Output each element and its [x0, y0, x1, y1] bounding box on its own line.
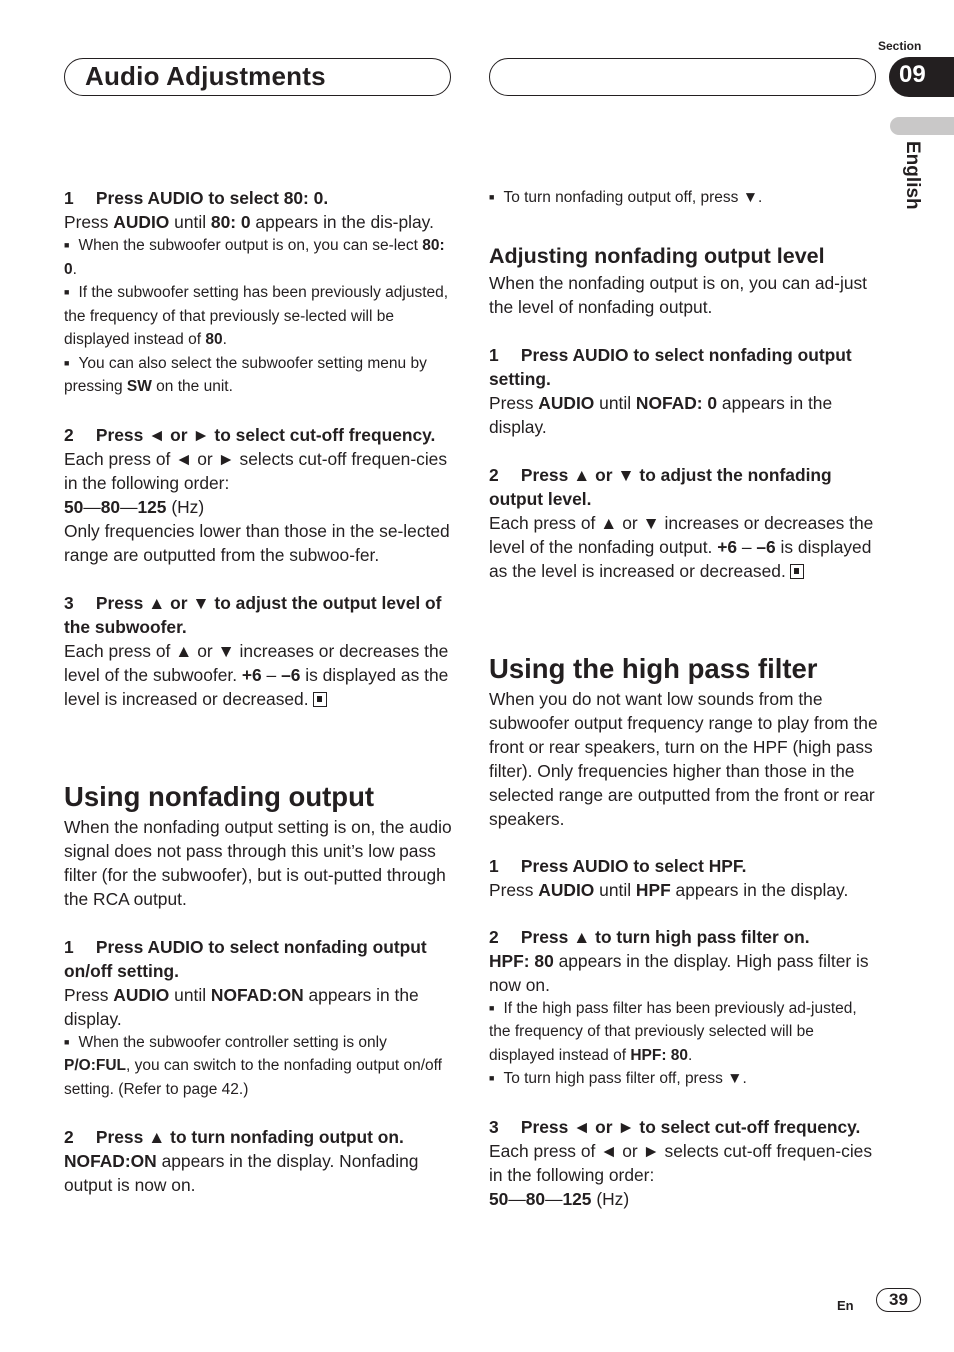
- note: ■ To turn nonfading output off, press ▼.: [489, 186, 879, 210]
- step-heading: 1 Press AUDIO to select HPF.: [489, 855, 747, 876]
- right-column: [489, 186, 879, 1211]
- section-heading: Using the high pass filter: [489, 652, 818, 684]
- step-heading: 3 Press ◄ or ► to select cut-off frequency.: [489, 1116, 861, 1137]
- body-text: When the nonfading output is on, you can ad-just the level of nonfading output.: [489, 272, 868, 317]
- body-text: Each press of ◄ or ► selects cut-off frequen-cies in the following order:: [489, 1140, 873, 1185]
- body-text: When you do not want low sounds from the subwoofer output frequency range to play from the front or rear speakers, turn on the HPF (high pass filter). Only frequencies higher than those in the selected range are outputted from the front or rear speakers.: [489, 688, 878, 829]
- left-column: [64, 186, 454, 1197]
- note: ■ To turn high pass filter off, press ▼.: [489, 1067, 879, 1091]
- note: ■ If the high pass filter has been previously ad-justed, the frequency of that previously selected will be displayed instead of HPF: 80.: [489, 997, 879, 1068]
- chapter-title: Audio Adjustments: [85, 61, 326, 91]
- body-text: Press AUDIO until NOFAD: 0 appears in the display.: [489, 392, 833, 437]
- note: ■ If the subwoofer setting has been previously adjusted, the frequency of that previously se-lected will be displayed instead of 80.: [64, 281, 454, 352]
- step-heading: 1 Press AUDIO to select 80: 0.: [64, 188, 329, 208]
- body-text: HPF: 80 appears in the display. High pass filter is now on.: [489, 950, 869, 995]
- language-tab: [890, 117, 954, 135]
- page-number: 39: [876, 1288, 921, 1312]
- note: ■ You can also select the subwoofer setting menu by pressing SW on the unit.: [64, 352, 454, 399]
- body-text: When the nonfading output setting is on, the audio signal does not pass through this unit’s low pass filter (for the subwoofer), but is out-putted through the RCA output.: [64, 816, 452, 909]
- section-number-badge: 09: [889, 57, 954, 97]
- step-heading: 2 Press ◄ or ► to select cut-off frequency.: [64, 424, 436, 445]
- body-text: Each press of ▲ or ▼ increases or decreases the level of the nonfading output. +6 – –6 is displayed as the level is increased or decreased.: [489, 512, 874, 581]
- step-heading: 2 Press ▲ to turn high pass filter on.: [489, 926, 810, 947]
- body-text: Press AUDIO until NOFAD:ON appears in the display.: [64, 984, 419, 1029]
- body-text: Only frequencies lower than those in the se-lected range are outputted from the subwoo-fer.: [64, 520, 450, 565]
- section-heading: Using nonfading output: [64, 780, 375, 812]
- note: ■ When the subwoofer controller setting is only P/O:FUL, you can switch to the nonfading output on/off setting. (Refer to page 42.): [64, 1031, 454, 1102]
- step-heading: 2 Press ▲ or ▼ to adjust the nonfading output level.: [489, 464, 832, 509]
- step-heading: 3 Press ▲ or ▼ to adjust the output level of the subwoofer.: [64, 592, 442, 637]
- end-mark-icon: [313, 692, 327, 707]
- step-heading: 1 Press AUDIO to select nonfading output on/off setting.: [64, 936, 427, 981]
- chapter-title-pill: [64, 58, 451, 96]
- body-text: Press AUDIO until HPF appears in the display.: [489, 879, 849, 900]
- body-text: Each press of ◄ or ► selects cut-off frequen-cies in the following order:: [64, 448, 448, 493]
- frequency-order: 50—80—125 (Hz): [489, 1188, 630, 1209]
- end-mark-icon: [790, 564, 804, 579]
- section-label: Section: [878, 39, 922, 53]
- footer-language: En: [837, 1298, 854, 1313]
- body-text: NOFAD:ON appears in the display. Nonfading output is now on.: [64, 1151, 419, 1195]
- body-text: Press AUDIO until 80: 0 appears in the dis-play.: [64, 212, 434, 232]
- step-heading: 2 Press ▲ to turn nonfading output on.: [64, 1127, 404, 1147]
- language-label: English: [902, 141, 923, 210]
- note: ■ When the subwoofer output is on, you can se-lect 80: 0.: [64, 234, 454, 281]
- subsection-heading: Adjusting nonfading output level: [489, 243, 825, 268]
- language-label-wrap: [902, 141, 947, 221]
- header-blank-pill: [489, 58, 876, 96]
- step-heading: 1 Press AUDIO to select nonfading output setting.: [489, 344, 852, 389]
- frequency-order: 50—80—125 (Hz): [64, 496, 205, 517]
- body-text: Each press of ▲ or ▼ increases or decreases the level of the subwoofer. +6 – –6 is displayed as the level is increased or decreased.: [64, 640, 449, 709]
